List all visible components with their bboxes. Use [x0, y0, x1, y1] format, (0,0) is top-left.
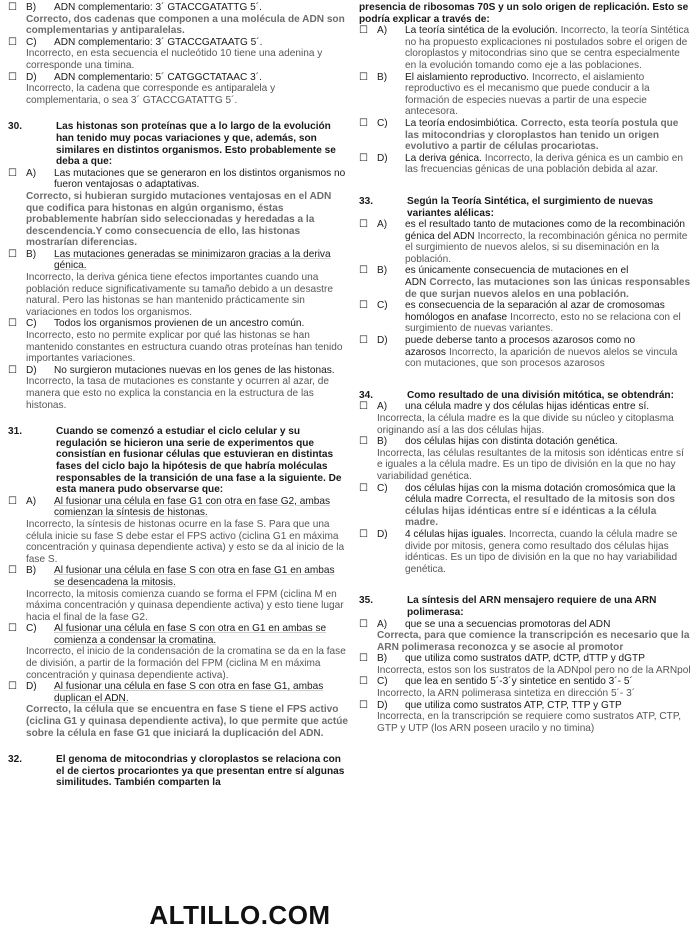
option-32-d: ☐ D) La deriva génica. Incorrecto, la deriva génica es un cambio en las frecuencias génicas de una población debida al azar. — [359, 152, 683, 176]
option-feedback: Incorrecto, el inicio de la condensación de la cromatina se da en la fase de división, a partir de la formación del FPM (ciclina M en máxima concentración y quinasa dependiente activa). — [26, 646, 346, 681]
checkbox-icon[interactable]: ☐ — [359, 618, 369, 630]
option-33-d: ☐ D) puede deberse tanto a procesos azarosos como no azarosos Incorrecto, la aparición de nuevos alelos se vincula con mutaciones, que son procesos azarosos — [359, 335, 678, 370]
question-29-continuation — [8, 2, 348, 106]
option-feedback: Incorrecta, cuando la célula madre se divide por mitosis, genera como resultado dos células hijas idénticas. Es un tipo de división en la que no hay variabilidad genética. — [405, 528, 678, 575]
option-34-c: ☐ C) dos células hijas con la misma dotación cromosómica que la célula madre Correcta, el resultado de la mitosis son dos células hijas idénticas entre sí e idénticas a la célula madre. — [359, 482, 676, 529]
question-number: 35. — [359, 595, 374, 607]
option-feedback: Incorrecto, la síntesis de histonas ocurre en la fase S. Para que una célula inicie su fase S debe estar el FPS activo (ciclina G1 en máxima concentración y quinasa dependiente activa) y esto se da al inicio de la fase S. — [26, 518, 345, 565]
option-statement: La deriva génica. — [405, 152, 482, 164]
option-statement: una célula madre y dos células hijas idénticas entre sí. — [405, 401, 650, 413]
checkbox-icon[interactable]: ☐ — [359, 219, 369, 231]
option-statement: ADN complementario: 5´ CATGGCTATAAC 3´. — [54, 71, 262, 83]
option-feedback: Correcta, para que comience la transcripción es necesario que la ARN polimerasa reconozca y se asocie al promotor — [377, 630, 690, 653]
question-number: 33. — [359, 195, 374, 207]
option-statement: La teoría sintética de la evolución. — [405, 25, 558, 37]
checkbox-icon[interactable]: ☐ — [8, 565, 18, 577]
option-statement: Todos los organismos provienen de un ancestro común. — [54, 318, 305, 330]
option-35-b: ☐ B) que utiliza como sustratos dATP, dCTP, dTTP y dGTP Incorrecta, estos son los sustratos de la ADNpol pero no de la ARNpol — [359, 653, 691, 676]
option-statement: puede deberse tanto a procesos azarosos como no azarosos — [405, 335, 636, 358]
option-statement: es únicamente consecuencia de mutaciones en el ADN — [405, 265, 629, 289]
option-feedback: Correcto, esta teoría postula que las mitocondrias y cloroplastos han tenido un origen evolutivo a partir de células procariotas. — [405, 117, 679, 153]
option-32-c: ☐ C) La teoría endosimbiótica. Correcto, esta teoría postula que las mitocondrias y cloroplastos han tenido un origen evolutivo a partir de células procariotas. — [359, 117, 679, 153]
checkbox-icon[interactable]: ☐ — [359, 117, 369, 129]
option-feedback: Incorrecto, la deriva génica es un cambio en las frecuencias génicas de una población debida al azar. — [405, 152, 683, 176]
checkbox-icon[interactable]: ☐ — [8, 2, 18, 13]
checkbox-icon[interactable]: ☐ — [8, 167, 18, 179]
checkbox-icon[interactable]: ☐ — [359, 676, 369, 688]
question-text: Cuando se comenzó a estudiar el ciclo celular y su regulación se hicieron una serie de experimentos que consistían en fusionar células que estuvieran en distintas fases del ciclo bajo la hipótesis de que habría moléculas responsables de la transición de una fase a la siguiente. De esta manera pudo observarse que: — [56, 426, 342, 496]
checkbox-icon[interactable]: ☐ — [359, 300, 369, 312]
question-number: 31. — [8, 426, 23, 438]
option-statement: La teoría endosimbiótica. — [405, 117, 518, 129]
checkbox-icon[interactable]: ☐ — [359, 528, 369, 540]
option-statement: Al fusionar una célula en fase G1 con otra en fase G2, ambas comienzan la síntesis de histonas. — [54, 495, 331, 519]
option-statement: 4 células hijas iguales. — [405, 528, 506, 540]
option-33-a: ☐ A) es el resultado tanto de mutaciones como de la recombinación génica del ADN Incorrecto, la recombinación génica no permite el surgimiento de nuevos alelos, si su diseminación en la población. — [359, 219, 688, 265]
option-statement: Al fusionar una célula en fase S con otra en G1 en ambas se comienza a condensar la cromatina. — [54, 623, 327, 646]
option-feedback: Correcto, si hubieran surgido mutaciones ventajosas en el ADN que codifica para histonas en algún organismo, éstas probablemente habrían sido seleccionadas y heredadas a la descendencia.Y como consecuencia de ello, las histonas mostrarían diferencias. — [26, 190, 332, 249]
right-column — [359, 2, 692, 734]
question-31 — [8, 426, 348, 739]
option-33-c: ☐ C) es consecuencia de la separación al azar de cromosomas homólogos en anafase Incorrecto, esto no se relaciona con el surgimiento de nuevas variantes. — [359, 300, 681, 335]
option-feedback: Incorrecta, la célula madre es la que divide su núcleo y citoplasma originando así a las dos células hijas. — [377, 413, 674, 436]
option-30-a: ☐ A) Las mutaciones que se generaron en los distintos organismos no fueron ventajosas o adaptativas. Correcto, si hubieran surgido mutaciones ventajosas en el ADN que codifica para histonas en algún organismo, éstas probablemente habrían sido seleccionadas y heredadas a la descendencia.Y como consecuencia de ello, las histonas mostrarían diferencias. — [8, 168, 348, 249]
option-34-b: ☐ B) dos células hijas con distinta dotación genética. Incorrecta, las células resultantes de la mitosis son idénticas entre sí e iguales a la célula madre. Es un tipo de división en la que no hay variabilidad genética. — [359, 436, 692, 482]
option-statement: dos células hijas con distinta dotación genética. — [405, 436, 618, 448]
checkbox-icon[interactable]: ☐ — [359, 25, 369, 37]
checkbox-icon[interactable]: ☐ — [8, 495, 18, 507]
option-statement: No surgieron mutaciones nuevas en los genes de las histonas. — [54, 364, 335, 376]
option-feedback: Correcto, dos cadenas que componen a una molécula de ADN son complementarias y antiparalelas. — [26, 13, 345, 37]
option-feedback: Incorrecta, las células resultantes de la mitosis son idénticas entre sí e iguales a la célula madre. Es un tipo de división en la que no hay variabilidad genética. — [377, 447, 684, 482]
question-text: Como resultado de una división mitótica, se obtendrán: — [407, 389, 674, 401]
question-35 — [359, 595, 692, 734]
checkbox-icon[interactable]: ☐ — [8, 681, 18, 693]
option-statement: es el resultado tanto de mutaciones como de la recombinación génica del ADN — [405, 219, 685, 242]
option-34-d: ☐ D) 4 células hijas iguales. Incorrecta, cuando la célula madre se divide por mitosis, genera como resultado dos células hijas idénticas. Es un tipo de división en la que no hay variabilidad genética. — [359, 528, 678, 575]
option-feedback: Correcto, las mutaciones son las únicas responsables de que surjan nuevos alelos en una población. — [405, 277, 691, 300]
checkbox-icon[interactable]: ☐ — [8, 36, 18, 48]
checkbox-icon[interactable]: ☐ — [8, 623, 18, 635]
option-33-b: ☐ B) es únicamente consecuencia de mutaciones en el ADN Correcto, las mutaciones son las únicas responsables de que surjan nuevos alelos en una población. — [359, 265, 691, 300]
option-32-a: ☐ A) La teoría sintética de la evolución. Incorrecto, la teoría Sintética no ha propuesto explicaciones ni postulados sobre el origen de cloroplastos y mitocondrias sino que se centra especialmente en la evolución tomando como eje a las poblaciones. — [359, 25, 690, 71]
checkbox-icon[interactable]: ☐ — [8, 248, 18, 260]
option-feedback: Incorrecto, la teoría Sintética no ha propuesto explicaciones ni postulados sobre el origen de cloroplastos y mitocondrias sino que se centra especialmente en la evolución tomando como eje a las poblaciones. — [405, 25, 690, 71]
checkbox-icon[interactable]: ☐ — [359, 265, 369, 277]
checkbox-icon[interactable]: ☐ — [359, 699, 369, 711]
option-35-a: ☐ A) que se una a secuencias promotoras del ADN Correcta, para que comience la transcripción es necesario que la ARN polimerasa reconozca y se asocie al promotor — [359, 619, 692, 654]
option-31-c: ☐ C) Al fusionar una célula en fase S con otra en G1 en ambas se comienza a condensar la cromatina. Incorrecto, el inicio de la condensación de la cromatina se da en la fase de división, a partir de la formación del FPM (ciclina M en máxima concentración y quinasa dependiente activa). — [8, 623, 348, 681]
option-statement: que utiliza como sustratos ATP, CTP, TTP y GTP — [405, 699, 622, 711]
option-statement: Al fusionar una célula en fase S con otra en fase G1, ambas duplican el ADN. — [54, 681, 324, 704]
option-feedback: Incorrecta, en la transcripción se requiere como sustratos ATP, CTP, GTP y UTP (los ARN poseen uracilo y no timina) — [377, 711, 682, 734]
option-32-b: ☐ B) El aislamiento reproductivo. Incorrecto, el aislamiento reproductivo es el mecanismo que puede conducir a la formación de especies nuevas a partir de una especie antecesora. — [359, 71, 650, 118]
checkbox-icon[interactable]: ☐ — [359, 401, 369, 413]
option-statement: que utiliza como sustratos dATP, dCTP, dTTP y dGTP — [405, 653, 645, 665]
question-text: Las histonas son proteínas que a lo largo de la evolución han tenido muy pocas variaciones y que, además, son similares en distintos organismos. Esto probablemente se deba a que: — [56, 121, 336, 168]
option-35-c: ☐ C) que lea en sentido 5´-3´y sintetice en sentido 3´- 5´ Incorrecto, la ARN polimerasa sintetiza en dirección 5´- 3´ — [359, 676, 692, 699]
option-feedback: Incorrecto, en esta secuencia el nucleótido 10 tiene una adenina y corresponde una timina. — [26, 48, 323, 71]
checkbox-icon[interactable]: ☐ — [359, 653, 369, 665]
checkbox-icon[interactable]: ☐ — [359, 152, 369, 164]
question-30 — [8, 121, 348, 411]
question-33 — [359, 196, 692, 370]
option-29-c: ☐ C) ADN complementario: 3´ GTACCGATAATG 5´. Incorrecto, en esta secuencia el nucleótido 10 tiene una adenina y corresponde una timina. — [8, 37, 348, 72]
question-text: La síntesis del ARN mensajero requiere de una ARN polimerasa: — [407, 595, 657, 618]
question-32-continuation — [359, 2, 692, 176]
option-statement: El aislamiento reproductivo. — [405, 71, 529, 83]
checkbox-icon[interactable]: ☐ — [359, 436, 369, 448]
option-feedback: Incorrecto, la ARN polimerasa sintetiza en dirección 5´- 3´ — [377, 688, 636, 700]
option-feedback: Incorrecto, la mitosis comienza cuando se forma el FPM (ciclina M en máxima concentración y quinasa dependiente activa) y esto tiene lugar hacia el final de la fase G2. — [26, 588, 344, 623]
option-feedback: Correcta, el resultado de la mitosis son dos células hijas idénticas entre sí e idénticas a la célula madre. — [405, 494, 676, 529]
option-29-d: ☐ D) ADN complementario: 5´ CATGGCTATAAC 3´. Incorrecto, la cadena que corresponde es antiparalela y complementaria, o sea 3´ GTACCGATATTG 5´. — [8, 72, 348, 107]
question-text: El genoma de mitocondrias y cloroplastos se relaciona con el de ciertos procariontes ya que presentan entre sí algunas similitudes. También comparten la — [56, 754, 345, 789]
option-feedback: Incorrecto, el aislamiento reproductivo es el mecanismo que puede conducir a la formación de especies nuevas a partir de una especie antecesora. — [405, 71, 650, 118]
option-31-d: ☐ D) Al fusionar una célula en fase S con otra en fase G1, ambas duplican el ADN. Correcto, la célula que se encuentra en fase S tiene el FPS activo (ciclina G1 y quinasa dependiente activa), lo que permite que actúe sobre la célula en fase G1 que iniciará la duplicación del ADN. — [8, 681, 348, 739]
checkbox-icon[interactable]: ☐ — [8, 318, 18, 330]
option-statement: ADN complementario: 3´ GTACCGATATTG 5´. — [54, 2, 262, 13]
left-column — [8, 2, 348, 789]
question-number: 34. — [359, 389, 374, 401]
option-feedback: Incorrecto, la recombinación génica no permite el surgimiento de nuevos alelos, si su diseminación en la población. — [405, 230, 688, 265]
option-feedback: Incorrecta, estos son los sustratos de la ADNpol pero no de la ARNpol — [377, 664, 691, 676]
option-statement: Las mutaciones que se generaron en los distintos organismos no fueron ventajosas o adaptativas. — [54, 167, 346, 191]
checkbox-icon[interactable]: ☐ — [8, 71, 18, 83]
option-statement: es consecuencia de la separación al azar de cromosomas homólogos en anafase — [405, 300, 665, 323]
option-feedback: Correcto, la célula que se encuentra en fase S tiene el FPS activo (ciclina G1 y quinasa dependiente activa), lo que permite que actúe sobre la célula en fase G1 que iniciará la duplicación del ADN. — [26, 704, 348, 739]
option-statement: Las mutaciones generadas se minimizaron gracias a la deriva génica. — [54, 248, 331, 272]
checkbox-icon[interactable]: ☐ — [359, 482, 369, 494]
option-feedback: Incorrecto, esto no permite explicar por qué las histonas se han mantenido constantes en estructura cuando otras proteínas han tenido importantes variaciones. — [26, 330, 343, 365]
question-32 — [8, 754, 348, 789]
option-30-b: ☐ B) Las mutaciones generadas se minimizaron gracias a la deriva génica. Incorrecto, la deriva génica tiene efectos importantes cuando una población reduce significativamente su tamaño debido a un desastre natural. Pero las histonas se han mantenido prácticamente sin variaciones en todos los organismos. — [8, 249, 348, 319]
option-statement: Al fusionar una célula en fase S con otra en fase G1 en ambas se desencadena la mitosis. — [54, 565, 335, 588]
checkbox-icon[interactable]: ☐ — [359, 71, 369, 83]
option-statement: que lea en sentido 5´-3´y sintetice en sentido 3´- 5´ — [405, 676, 633, 688]
checkbox-icon[interactable]: ☐ — [359, 335, 369, 347]
question-text: Según la Teoría Sintética, el surgimiento de nuevas variantes alélicas: — [407, 195, 654, 219]
option-feedback: Incorrecto, esto no se relaciona con el surgimiento de nuevas variantes. — [405, 311, 681, 335]
question-text: presencia de ribosomas 70S y un solo origen de replicación. Esto se podría explicar a través de: — [359, 2, 689, 25]
option-31-b: ☐ B) Al fusionar una célula en fase S con otra en fase G1 en ambas se desencadena la mitosis. Incorrecto, la mitosis comienza cuando se forma el FPM (ciclina M en máxima concentración y quinasa dependiente activa) y esto tiene lugar hacia el final de la fase G2. — [8, 565, 348, 623]
option-feedback: Incorrecto, la cadena que corresponde es antiparalela y complementaria, o sea 3´ GTACCGATATTG 5´. — [26, 83, 276, 106]
option-feedback: Incorrecto, la deriva génica tiene efectos importantes cuando una población reduce significativamente su tamaño debido a un desastre natural. Pero las histonas se han mantenido prácticamente sin variaciones en todos los organismos. — [26, 272, 333, 318]
option-feedback: Incorrecto, la aparición de nuevos alelos se vincula con mutaciones, que son procesos azarosos — [405, 346, 678, 370]
option-statement: ADN complementario: 3´ GTACCGATAATG 5´. — [54, 36, 263, 48]
checkbox-icon[interactable]: ☐ — [8, 364, 18, 376]
option-34-a: ☐ A) una célula madre y dos células hijas idénticas entre sí. Incorrecta, la célula madre es la que divide su núcleo y citoplasma originando así a las dos células hijas. — [359, 401, 692, 436]
option-30-d: ☐ D) No surgieron mutaciones nuevas en los genes de las histonas. Incorrecto, la tasa de mutaciones es constante y ocurren al azar, de manera que esto no explica la constancia en la estructura de las histonas. — [8, 365, 348, 411]
footer-watermark[interactable]: ALTILLO.COM — [149, 900, 331, 930]
option-29-b: ☐ B) ADN complementario: 3´ GTACCGATATTG 5´. Correcto, dos cadenas que componen a una molécula de ADN son complementarias y antiparalelas. — [8, 2, 348, 37]
option-feedback: Incorrecto, la tasa de mutaciones es constante y ocurren al azar, de manera que esto no explica la constancia en la estructura de las histonas. — [26, 376, 329, 411]
option-35-d: ☐ D) que utiliza como sustratos ATP, CTP, TTP y GTP Incorrecta, en la transcripción se requiere como sustratos ATP, CTP, GTP y UTP (los ARN poseen uracilo y no timina) — [359, 700, 692, 735]
option-statement: que se una a secuencias promotoras del ADN — [405, 618, 611, 630]
question-34 — [359, 390, 692, 576]
option-30-c: ☐ C) Todos los organismos provienen de un ancestro común. Incorrecto, esto no permite explicar por qué las histonas se han mantenido constantes en estructura cuando otras proteínas han tenido importantes variaciones. — [8, 318, 348, 364]
option-31-a: ☐ A) Al fusionar una célula en fase G1 con otra en fase G2, ambas comienzan la síntesis de histonas. Incorrecto, la síntesis de histonas ocurre en la fase S. Para que una célula inicie su fase S debe estar el FPS activo (ciclina G1 en máxima concentración y quinasa dependiente activa) y esto se da al inicio de la fase S. — [8, 496, 348, 566]
option-statement: dos células hijas con la misma dotación cromosómica que la célula madre — [405, 482, 676, 506]
question-number: 30. — [8, 121, 23, 133]
question-number: 32. — [8, 754, 23, 766]
